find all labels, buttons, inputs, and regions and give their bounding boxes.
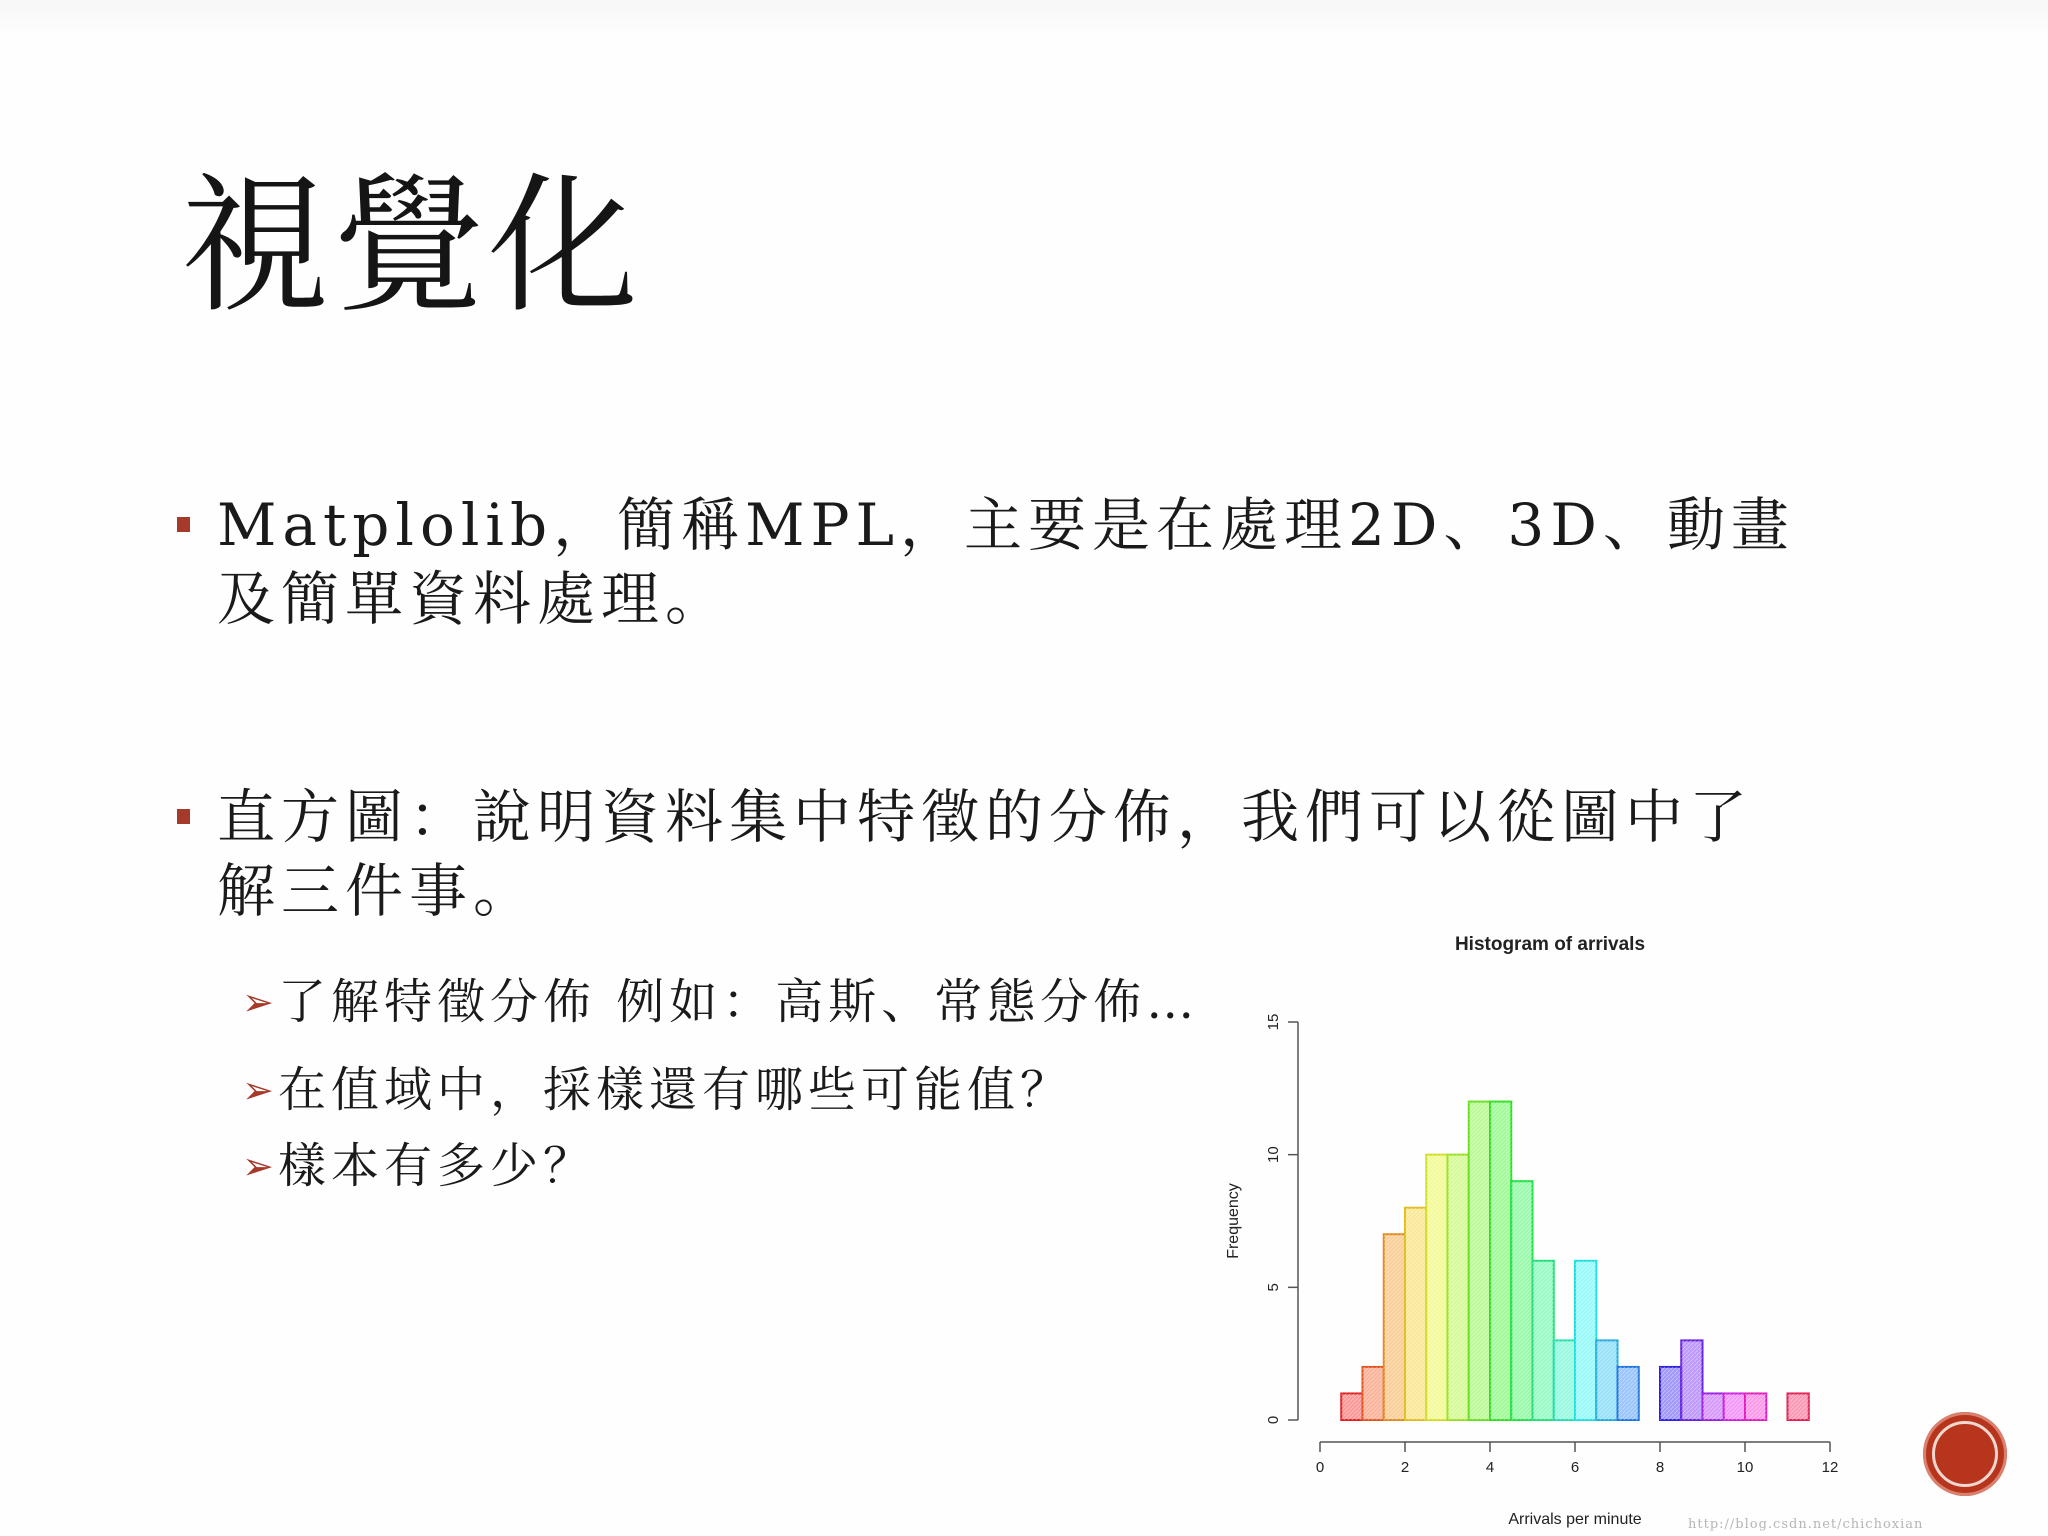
arrow-bullet-icon: ➢ xyxy=(242,1068,279,1112)
histogram-bar-hatch xyxy=(1490,1102,1511,1420)
histogram-bar-hatch xyxy=(1596,1340,1617,1420)
histogram-bar-hatch xyxy=(1554,1340,1575,1420)
histogram-bar-hatch xyxy=(1469,1102,1490,1420)
histogram-bar-hatch xyxy=(1660,1367,1681,1420)
histogram-bar-hatch xyxy=(1788,1393,1809,1420)
x-axis-label: Arrivals per minute xyxy=(1508,1511,1642,1528)
badge-ring-icon xyxy=(1932,1421,1998,1487)
slide-top-band xyxy=(0,0,2048,42)
slide-number-badge xyxy=(1923,1412,2007,1496)
histogram-bar-hatch xyxy=(1511,1181,1532,1420)
subpoint-text: 在值域中，採樣還有哪些可能值？ xyxy=(278,1062,1074,1118)
chart-title: Histogram of arrivals xyxy=(1454,934,1646,955)
y-tick-label: 15 xyxy=(1264,1013,1282,1031)
arrow-bullet-icon: ➢ xyxy=(242,980,279,1024)
arrow-bullet-icon: ➢ xyxy=(242,1144,279,1188)
histogram-plot xyxy=(1190,930,1910,1530)
subpoint-3 xyxy=(242,1136,596,1196)
x-tick-label: 10 xyxy=(1736,1459,1754,1476)
slide-title: 視覺化 xyxy=(180,160,643,334)
histogram-bar-hatch xyxy=(1533,1261,1554,1420)
histogram-bar-hatch xyxy=(1384,1234,1405,1420)
x-axis xyxy=(1316,1442,1839,1476)
watermark-url: http://blog.csdn.net/chichoxian xyxy=(1688,1517,1924,1532)
bullet-text-line2: 及簡單資料處理。 xyxy=(217,565,730,633)
histogram-bar-hatch xyxy=(1703,1393,1724,1420)
histogram-bar-hatch xyxy=(1448,1155,1469,1420)
histogram-bar-hatch xyxy=(1618,1367,1639,1420)
subpoint-text: 樣本有多少？ xyxy=(278,1138,597,1194)
bullet-text-line1: Matplolib，簡稱MPL，主要是在處理2D、3D、動畫 xyxy=(217,491,1795,559)
histogram-bar-hatch xyxy=(1426,1155,1447,1420)
histogram-bar-hatch xyxy=(1745,1393,1766,1420)
subpoint-2 xyxy=(242,1060,1073,1120)
histogram-bar-hatch xyxy=(1681,1340,1702,1420)
histogram-bar-hatch xyxy=(1341,1393,1362,1420)
x-tick-label: 2 xyxy=(1400,1459,1410,1476)
x-tick-label: 8 xyxy=(1655,1459,1665,1476)
histogram-bars xyxy=(1341,1102,1809,1420)
subpoint-text: 了解特徵分佈 例如：高斯、常態分佈… xyxy=(278,974,1200,1030)
bullet-text-line1: 直方圖：說明資料集中特徵的分佈，我們可以從圖中了 xyxy=(217,783,1754,851)
x-tick-label: 4 xyxy=(1485,1459,1495,1476)
histogram-bar-hatch xyxy=(1575,1261,1596,1420)
y-tick-label: 5 xyxy=(1264,1283,1282,1292)
bullet-text-line2: 解三件事。 xyxy=(217,857,538,925)
x-tick-label: 6 xyxy=(1570,1459,1580,1476)
y-tick-label: 10 xyxy=(1264,1146,1282,1164)
bullet-matplotlib xyxy=(185,488,1875,636)
histogram-bar-hatch xyxy=(1363,1367,1384,1420)
histogram-bar-hatch xyxy=(1724,1393,1745,1420)
y-axis xyxy=(1265,1014,1298,1425)
x-tick-label: 0 xyxy=(1315,1459,1325,1476)
y-tick-label: 0 xyxy=(1264,1415,1282,1425)
histogram-bar-hatch xyxy=(1405,1208,1426,1420)
bullet-square-icon xyxy=(177,517,190,532)
histogram-figure xyxy=(1190,930,1910,1530)
bullet-square-icon xyxy=(177,809,190,824)
bullet-histogram xyxy=(185,780,1875,928)
x-tick-label: 12 xyxy=(1821,1459,1839,1476)
subpoint-1 xyxy=(242,972,1199,1032)
y-axis-label: Frequency xyxy=(1225,1183,1242,1259)
